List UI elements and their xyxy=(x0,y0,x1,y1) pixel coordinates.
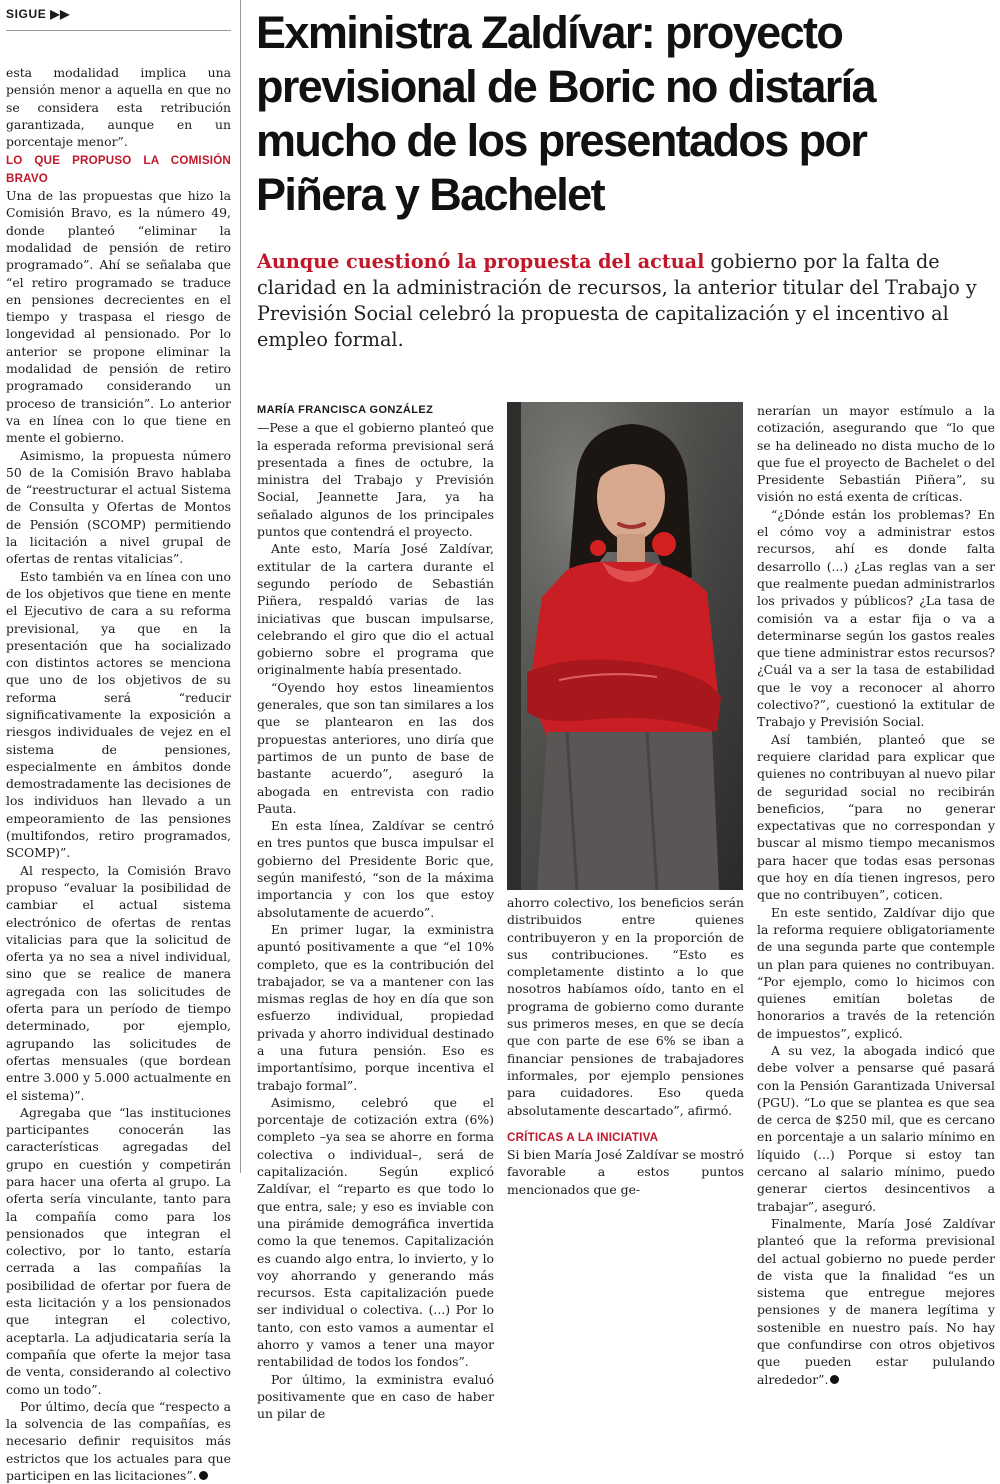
paragraph: ahorro colectivo, los beneficios serán distribuidos entre quienes contribuyeron y en la proporción de sus contribuciones. “Esto es completamente distinto a lo que nosotros habíamos oído, tanto en el programa de gobierno como durante sus primeros meses, en que se decía que con parte de ese 6% se iban a financiar pensiones de trabajadores informales, por ejemplo pensiones para cuidadores. Eso queda absolutamente descartado”, afirmó. xyxy=(507,895,744,1118)
headline: Exministra Zaldívar: proyecto previsional de Boric no distaría mucho de los presentados por Piñera y Bachelet xyxy=(256,7,875,220)
paragraph: Finalmente, María José Zaldívar planteó que la reforma previsional del actual gobierno no puede perder de vista que la finalidad “es un sistema que entregue mejores pensiones y de manera legítima y sostenible en nuestro país. No hay que confundirse con otros objetivos que pueden estar pululando alrededor”. xyxy=(757,1215,995,1387)
paragraph: Al respecto, la Comisión Bravo propuso “evaluar la posibilidad de cambiar el actual sistema electrónico de ofertas de rentas vitalicias para que la solicitud de oferta ya no sea a nivel individual, sino que se realice de manera agregada con las solicitudes de oferta para un período de tiempo determinado, por ejemplo, agrupando las solicitudes de ofertas mensuales (que bordean entre 3.000 y 5.000 actualmente en el sistema)”. xyxy=(6,862,231,1103)
article-column-2 xyxy=(507,894,744,1198)
end-mark-icon xyxy=(199,1471,208,1480)
paragraph: Si bien María José Zaldívar se mostró favorable a estos puntos mencionados que ge- xyxy=(507,1147,744,1197)
paragraph: Por último, la exministra evaluó positivamente que en caso de haber un pilar de xyxy=(257,1371,494,1422)
column-divider xyxy=(240,0,241,1173)
portrait-photo xyxy=(507,402,743,890)
paragraph: esta modalidad implica una pensión menor a aquella en que no se considera esta retribución garantizada, aunque en un porcentaje menor”. xyxy=(6,65,231,150)
paragraph: Asimismo, celebró que el porcentaje de cotización extra (6%) completo –ya sea se ahorre en forma colectiva o individual–, será de capitalización. Según explicó Zaldívar, el “reparto es que todo lo que entra, sale; y eso es inviable con una pirámide demográfica invertida como la que tenemos. Capitalización es cuando algo entra, lo invierto, y lo voy ahorrando y generando más recursos. Esta capitalización puede ser individual o colectiva. (...) Por lo tanto, con esto vamos a aumentar el ahorro y vamos a tener una mayor rentabilidad de todos los fondos”. xyxy=(257,1094,494,1370)
article-column-1 xyxy=(257,402,494,1423)
paragraph: Una de las propuestas que hizo la Comisión Bravo, es la número 49, donde planteó “eliminar la modalidad de pensión de retiro programado”. Ahí se señalaba que “el retiro programado se traduce en pensiones decrecientes en el tiempo y traspasa el riesgo de longevidad al pensionado. Por lo anterior se propone eliminar la modalidad de pensión de retiro programado considerando un proceso de transición”. Lo anterior va en línea con lo que tiene en mente el gobierno. xyxy=(6,188,231,446)
paragraph: “Oyendo hoy estos lineamientos generales, que son tan similares a los que se plantearon en las dos propuestas anteriores, uno diría que partimos de un punto de base de bastante acuerdo”, aseguró la abogada en entrevista con radio Pauta. xyxy=(257,679,494,816)
end-mark-icon xyxy=(830,1375,839,1384)
article-column-3 xyxy=(757,402,995,1388)
sidebar-column xyxy=(6,64,231,1484)
deck-lead: Aunque cuestionó la propuesta del actual xyxy=(257,250,705,273)
article-deck xyxy=(257,249,997,353)
paragraph: nerarían un mayor estímulo a la cotización, asegurando que “lo que se ha delineado no dista mucho de lo que fue el proyecto de Bachelet o del Presidente Sebastián Piñera”, su visión no está exenta de críticas. xyxy=(757,403,995,505)
byline: MARÍA FRANCISCA GONZÁLEZ xyxy=(257,404,434,416)
continued-marker: SIGUE ▶▶ xyxy=(6,7,70,21)
paragraph: En primer lugar, la exministra apuntó positivamente a que “el 10% completo, que es la contribución del trabajador, se va a mantener con las mismas reglas de hoy en día que son esfuerzo individual, propiedad privada y ahorro individual destinado a una futura pensión. Eso es importantísimo, porque incentiva el trabajo formal”. xyxy=(257,921,494,1093)
subheading: LO QUE PROPUSO LA COMISIÓN BRAVO xyxy=(6,154,231,185)
paragraph: Ante esto, María José Zaldívar, extitular de la cartera durante el segundo período de Sebastián Piñera, respaldó varias de las iniciativas que buscan impulsarse, celebrando el giro que dio el actual gobierno sobre el programa que originalmente había presentado. xyxy=(257,541,494,678)
paragraph: Asimismo, la propuesta número 50 de la Comisión Bravo hablaba de “reestructurar el actual Sistema de Consulta y Ofertas de Montos de Pensión (SCOMP) permitiendo la licitación a nivel grupal de ofertas de rentas vitalicias”. xyxy=(6,447,231,567)
paragraph: Por último, decía que “respecto a la solvencia de las compañías, es necesario definir requisitos más estrictos que los actuales para que participen en las licitaciones”. xyxy=(6,1398,231,1484)
deck-rest: gobierno por la falta de claridad en la administración de recursos, la anterior titular del Trabajo y Previsión Social celebró la propuesta de capitalización y el incentivo al empleo formal. xyxy=(257,250,977,351)
paragraph: A su vez, la abogada indicó que debe volver a pensarse qué pasará con la Pensión Garantizada Universal (PGU). “Lo que se plantea es que sea de cerca de $250 mil, que es cercano en porcentaje a un salario mínimo en líquido (...) Porque si estoy tan cercano al salario mínimo, puedo generar ciertos desincentivos a trabajar”, aseguró. xyxy=(757,1042,995,1214)
subheading: CRÍTICAS A LA INICIATIVA xyxy=(507,1130,659,1144)
paragraph: Esto también va en línea con uno de los objetivos que tiene en mente el Ejecutivo de cara a su reforma previsional, ya que en la presentación que ha socializado con distintos actores se menciona que uno de los objetivos de su reforma será “reducir significativamente la exposición a riesgos individuales de vejez en el sistema de pensiones, especialmente en ámbitos donde demostradamente las decisiones de los individuos han llevado a un empeoramiento de las pensiones (multifondos, retiro programados, SCOMP)”. xyxy=(6,568,231,861)
paragraph: En este sentido, Zaldívar dijo que la reforma requiere obligatoriamente de una segunda parte que contemple un plan para quienes no contribuyan. “Por ejemplo, como lo hicimos con quienes emitían boletas de honorarios a través de la retención de impuestos”, explicó. xyxy=(757,904,995,1041)
paragraph: En esta línea, Zaldívar se centró en tres puntos que busca impulsar el gobierno del Presidente Boric que, según manifestó, “son de la máxima importancia y con los que estoy absolutamente de acuerdo”. xyxy=(257,818,494,920)
paragraph: —Pese a que el gobierno planteó que la esperada reforma previsional será presentada a fines de octubre, la ministra del Trabajo y Previsión Social, Jeannette Jara, ya ha señalado algunos de los principales puntos que contendrá el proyecto. xyxy=(257,420,494,540)
paragraph: Así también, planteó que se requiere claridad para explicar que quienes no contribuyan al nuevo pilar de seguridad social no recibirán beneficios, “para no generar expectativas que no correspondan y buscar al mismo tiempo mecanismos para hacer que todas esas personas que hoy en día tienen ingresos, pero que no contribuyen”, coticen. xyxy=(757,731,995,903)
paragraph: Agregaba que “las instituciones participantes conocerán las características agregadas del grupo en cuestión y competirán para hacer una oferta al grupo. La oferta sería vinculante, tanto para la compañía como para los pensionados que integran el colectivo, por lo tanto, estaría cerrada a las compañías la posibilidad de ofertar por fuera de esta licitación y a los pensionados que integran el colectivo, aceptarla. La adjudicataria sería la compañía que oferte la mejor tasa de venta, considerando al colectivo como un todo”. xyxy=(6,1104,231,1397)
header-divider xyxy=(6,30,231,31)
paragraph: “¿Dónde están los problemas? En el cómo voy a administrar estos recursos, ahí es donde falta desarrollo (...) ¿Las reglas van a ser que realmente puedan administrarlos los privados y públicos? ¿La tasa de comisión va a estar fija o va a determinarse según los gastos reales que tiene administrar estos recursos? ¿Cuál va a ser la tasa de estabilidad que le voy a reconocer al ahorro colectivo?”, cuestionó la extitular de Trabajo y Previsión Social. xyxy=(757,506,995,730)
